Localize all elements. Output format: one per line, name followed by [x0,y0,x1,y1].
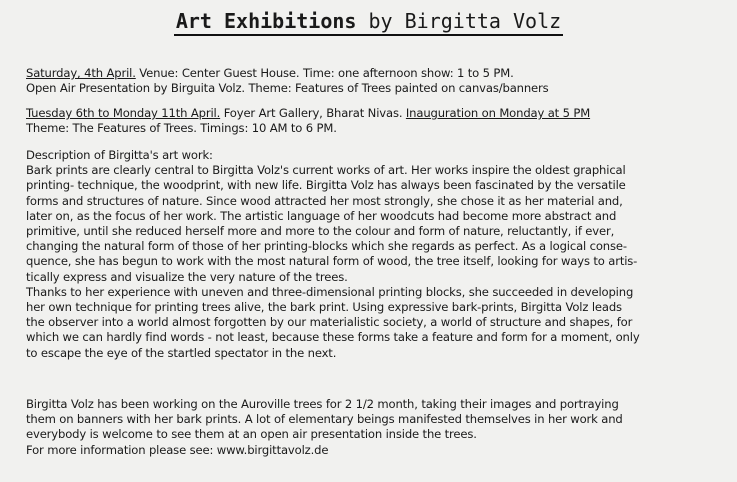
event-tuesday-inauguration: Inauguration on Monday at 5 PM [405,106,591,120]
description-line: printing- technique, the woodprint, with new life. Birgitta Volz has always been fascinated by the versatile [26,178,626,193]
description-line: which we can hardly find words - not least, because these forms take a feature and form for a moment, only [26,330,640,345]
event-tuesday-date: Tuesday 6th to Monday 11th April. [26,106,221,120]
title-rest: by Birgitta Volz [356,9,562,33]
description-line: primitive, until she reduced herself more and more to the colour and form of nature, reluctantly, if ever, [26,224,615,239]
description-heading: Description of Birgitta's art work: [26,148,213,162]
event-tuesday-line1 [26,106,726,121]
event-saturday-line1 [26,66,726,81]
footer-section [26,397,726,458]
event-saturday-line2: Open Air Presentation by Birguita Volz. Theme: Features of Trees painted on canvas/banners [26,81,549,96]
description-line: changing the natural form of those of her printing-blocks which she regards as perfect. As a logical conse- [26,239,627,254]
page-title-wrap [0,9,737,36]
description-line: to escape the eye of the startled spectator in the next. [26,345,337,360]
description-line: forms and structures of nature. Since wood attracted her most strongly, she chose it as her material and, [26,193,623,208]
event-tuesday [26,106,726,136]
description-section [26,148,726,361]
footer-line: Birgitta Volz has been working on the Auroville trees for 2 1/2 month, taking their images and portraying [26,397,619,411]
footer-line: them on banners with her bark prints. A lot of elementary beings manifested themselves in her work and [26,412,623,427]
description-line: Thanks to her experience with uneven and three-dimensional printing blocks, she succeeded in developing [26,284,634,299]
description-line: tically express and visualize the very nature of the trees. [26,269,348,284]
description-line: quence, she has begun to work with the most natural form of wood, the tree itself, looking for ways to artis- [26,254,638,269]
event-saturday-venue: Venue: Center Guest House. Time: one afternoon show: 1 to 5 PM. [135,66,514,80]
description-line: the observer into a world almost forgotten by our materialistic society, a world of structure and shapes, for [26,315,633,330]
event-tuesday-venue: Foyer Art Gallery, Bharat Nivas. [220,106,406,120]
event-saturday-date: Saturday, 4th April. [26,66,136,80]
event-tuesday-line2: Theme: The Features of Trees. Timings: 10 AM to 6 PM. [26,121,337,136]
page-title [174,9,563,36]
footer-line: For more information please see: www.birgittavolz.de [26,442,329,457]
title-bold: Art Exhibitions [175,9,357,33]
description-line: her own technique for printing trees alive, the bark print. Using expressive bark-prints, Birgitta Volz leads [26,300,622,315]
description-line: Bark prints are clearly central to Birgitta Volz's current works of art. Her works inspire the oldest graphical [26,163,626,178]
event-saturday [26,66,726,96]
footer-line: everybody is welcome to see them at an open air presentation inside the trees. [26,427,477,442]
description-line: later on, as the focus of her work. The artistic language of her woodcuts had become more abstract and [26,208,617,223]
